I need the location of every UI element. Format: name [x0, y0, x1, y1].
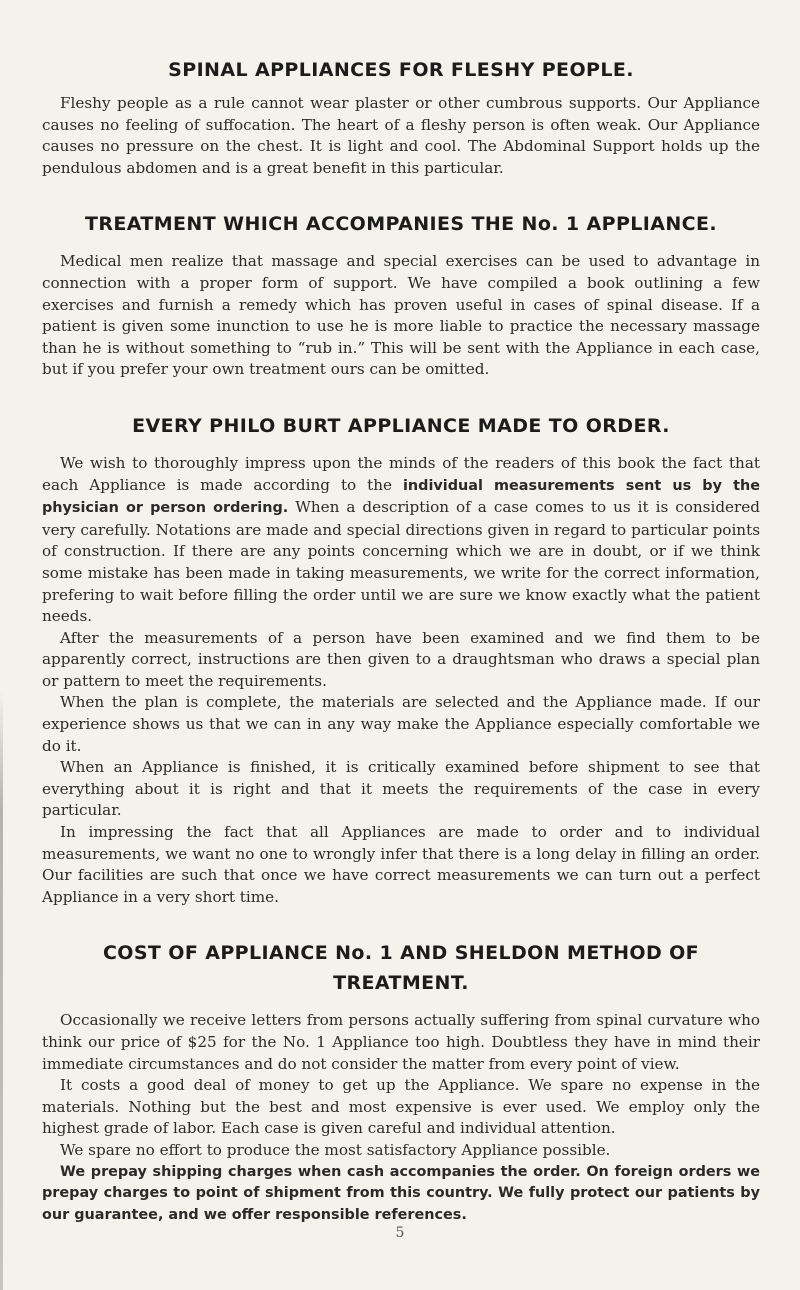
paragraph-plan-complete: When the plan is complete, the materials are selected and the Appliance made. If our experience shows us that we can in any way make the Appliance especially comfortable we do it. [42, 693, 760, 755]
paragraph-made-to-order-intro [42, 453, 760, 628]
heading-made-to-order: EVERY PHILO BURT APPLIANCE MADE TO ORDER. [132, 414, 670, 437]
paragraph-no-effort-spared: We spare no effort to produce the most satisfactory Appliance possible. [60, 1140, 611, 1159]
paragraph-no-delay: In impressing the fact that all Appliances are made to order and to individual measurements, we want no one to wrongly infer that there is a long delay in filling an order. Our facilities are such that once we have correct measurements we can turn out a perfect Appliance in a very short time. [42, 823, 760, 906]
paragraph-costs: It costs a good deal of money to get up the Appliance. We spare no expense in the materials. Nothing but the best and most expensive is ever used. We employ only the highest grade of labor. Each case is given careful and individual attention. [42, 1076, 760, 1138]
heading-cost: COST OF APPLIANCE No. 1 AND SHELDON METHOD OF TREATMENT. [102, 942, 700, 995]
page-edge-shadow [0, 690, 3, 1290]
intro-text-bold: individual measurements sent us by the physician or person ordering. [42, 477, 760, 517]
paragraph-price-letters: Occasionally we receive letters from persons actually suffering from spinal curvature who think our price of $25 for the No. 1 Appliance too high. Doubtless they have in mind their immediate circumstances and do not consider the matter from every point of view. [42, 1011, 760, 1073]
heading-spinal-appliances: SPINAL APPLIANCES FOR FLESHY PEOPLE. [168, 59, 634, 81]
paragraph-fleshy-people: Fleshy people as a rule cannot wear plaster or other cumbrous supports. Our Appliance causes no feeling of suffocation. The heart of a fleshy person is often weak. Our Appliance causes no pressure on the chest. It is light and cool. The Abdominal Support holds up the pendulous abdomen and is a great benefit in this particular. [42, 94, 760, 177]
heading-treatment: TREATMENT WHICH ACCOMPANIES THE No. 1 APPLIANCE. [84, 213, 718, 236]
paragraph-measurements-examined: After the measurements of a person have been examined and we find them to be apparently correct, instructions are then given to a draughtsman who draws a special plan or pattern to meet the requirements. [42, 628, 760, 690]
page-number: 5 [395, 1225, 405, 1241]
paragraph-treatment: Medical men realize that massage and special exercises can be used to advantage in connection with a proper form of support. We have compiled a book outlining a few exercises and furnish a remedy which has proven useful in cases of spinal disease. If a patient is given some inunction to use he is more liable to practice the necessary massage than he is without something to “rub in.” This will be sent with the Appliance in each case, but if you prefer your own treatment ours can be omitted. [42, 252, 760, 379]
intro-text-start: We wish to thoroughly impress upon the minds of the readers of this book the fact that each Appliance is made according to the [42, 453, 760, 494]
intro-text-end: When a description of a case comes to us it is considered very carefully. Notations are made and special directions given in regard to particular points of construction. If there are any points concerning which we are in doubt, or if we think some mistake has been made in taking measurements, we write for the correct information, prefering to wait before filling the order until we are sure we know exactly what the patient needs. [42, 498, 760, 626]
paragraph-shipping-prepay: We prepay shipping charges when cash accompanies the order. On foreign orders we prepay charges to point of shipment from this country. We fully protect our patients by our guarantee, and we offer responsible references. [42, 1163, 760, 1223]
paragraph-appliance-finished: When an Appliance is finished, it is critically examined before shipment to see that everything about it is right and that it meets the requirements of the case in every particular. [42, 758, 760, 820]
